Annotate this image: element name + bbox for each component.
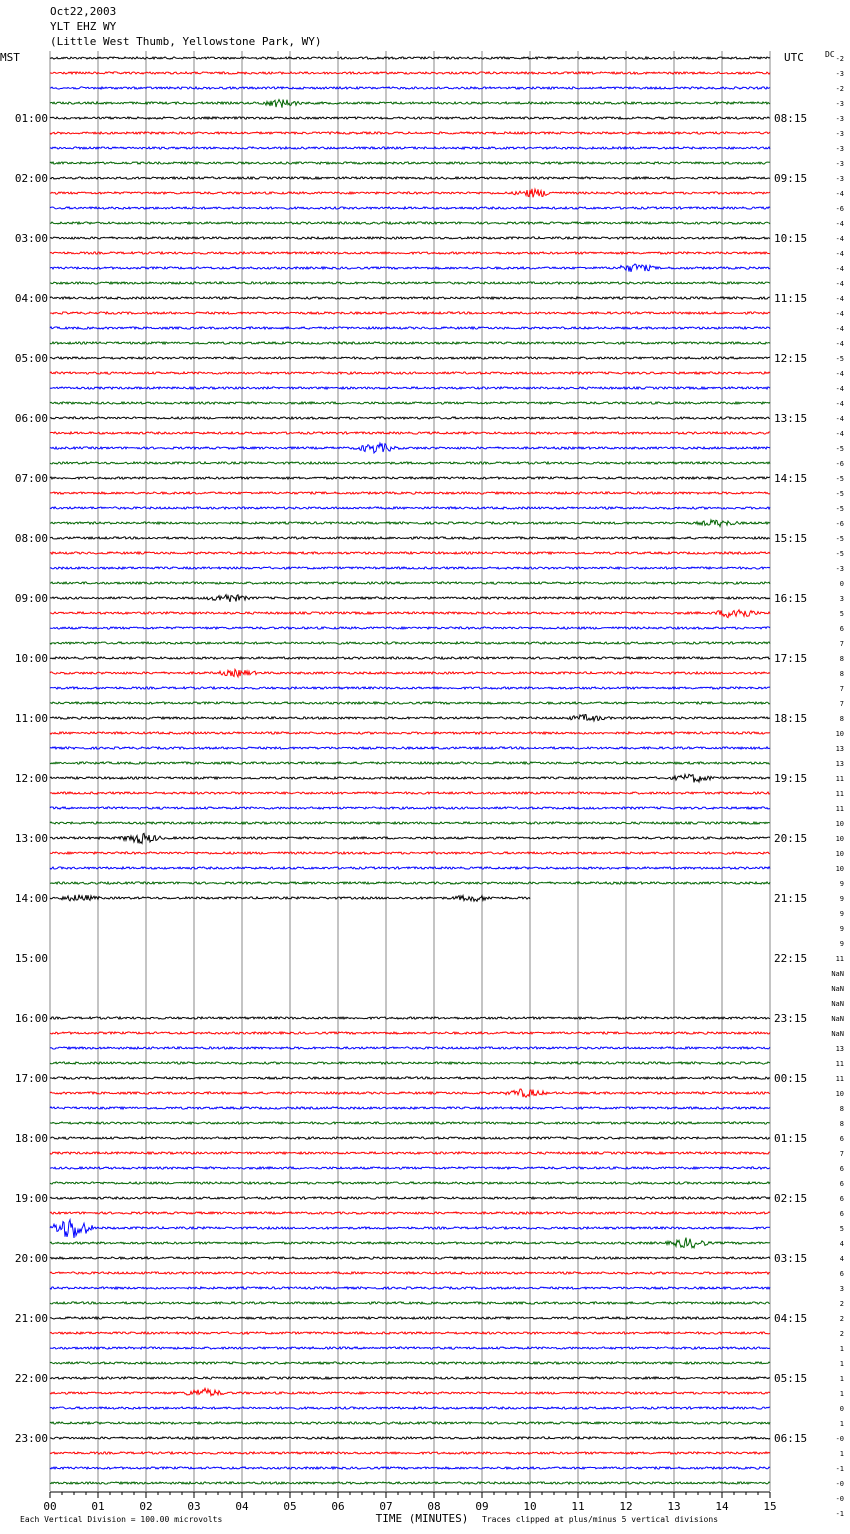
trace-line (50, 222, 770, 224)
dc-offset-label: -4 (835, 340, 844, 348)
trace-line (50, 57, 770, 59)
x-tick-label: 03 (187, 1500, 201, 1513)
dc-offset-label: 1 (839, 1450, 844, 1458)
dc-offset-label: 9 (839, 940, 844, 948)
trace-line (50, 642, 770, 644)
trace-line (50, 852, 770, 854)
trace-line (50, 1017, 770, 1019)
x-tick-label: 14 (715, 1500, 729, 1513)
dc-offset-label: 10 (835, 865, 844, 873)
trace-line (50, 507, 770, 509)
dc-offset-label: -1 (835, 1465, 844, 1473)
trace-line (50, 715, 770, 721)
trace-line (50, 822, 770, 824)
x-tick-label: 02 (139, 1500, 153, 1513)
left-hour-label: 12:00 (14, 772, 48, 785)
dc-offset-label: 10 (835, 730, 844, 738)
trace-line (50, 1482, 770, 1484)
dc-offset-label: 13 (835, 1045, 844, 1053)
trace-line (50, 732, 770, 734)
dc-offset-label: -2 (835, 85, 844, 93)
dc-offset-label: 11 (835, 805, 844, 813)
dc-offset-label: NaN (831, 1015, 844, 1023)
trace-line (50, 1332, 770, 1334)
trace-line (50, 595, 770, 602)
dc-offset-label: 6 (839, 1270, 844, 1278)
trace-line (50, 342, 770, 344)
trace-line (50, 1257, 770, 1259)
trace-line (50, 1377, 770, 1379)
dc-offset-label: 1 (839, 1375, 844, 1383)
trace-line (50, 687, 770, 689)
trace-line (50, 1362, 770, 1364)
trace-line (50, 432, 770, 434)
dc-offset-label: 11 (835, 955, 844, 963)
trace-line (50, 774, 770, 782)
trace-line (50, 189, 770, 198)
trace-line (50, 462, 770, 464)
dc-offset-label: -5 (835, 550, 844, 558)
trace-line (50, 477, 770, 479)
dc-offset-label: 0 (839, 1405, 844, 1413)
dc-offset-label: 9 (839, 880, 844, 888)
dc-offset-label: -4 (835, 310, 844, 318)
dc-offset-label: 8 (839, 670, 844, 678)
dc-offset-label: -6 (835, 205, 844, 213)
dc-offset-label: -0 (835, 1480, 844, 1488)
dc-offset-label: -3 (835, 130, 844, 138)
date-label: Oct22,2003 (50, 5, 117, 18)
trace-line (50, 117, 770, 119)
left-hour-label: 03:00 (14, 232, 48, 245)
trace-line (50, 552, 770, 554)
trace-line (50, 492, 770, 494)
trace-line (50, 627, 770, 629)
dc-offset-label: 6 (839, 1135, 844, 1143)
dc-offset-label: -1 (835, 1510, 844, 1518)
dc-offset-label: -5 (835, 505, 844, 513)
dc-offset-label: 1 (839, 1360, 844, 1368)
trace-line (50, 1182, 770, 1184)
trace-line (50, 72, 770, 74)
right-hour-label: 01:15 (774, 1132, 808, 1145)
left-hour-label: 13:00 (14, 832, 48, 845)
dc-offset-label: 2 (839, 1300, 844, 1308)
dc-offset-label: 5 (839, 1225, 844, 1233)
trace-line (50, 327, 770, 329)
dc-offset-label: -0 (835, 1495, 844, 1503)
left-hour-label: 18:00 (14, 1132, 48, 1145)
trace-line (50, 1407, 770, 1409)
dc-offset-label: -5 (835, 535, 844, 543)
right-hour-label: 17:15 (774, 652, 808, 665)
dc-offset-label: 8 (839, 655, 844, 663)
dc-offset-label: -4 (835, 250, 844, 258)
dc-offset-label: NaN (831, 1030, 844, 1038)
trace-line (50, 1317, 770, 1319)
footer-scale-note: Each Vertical Division = 100.00 microvolts (20, 1515, 223, 1524)
dc-offset-label: 6 (839, 1180, 844, 1188)
trace-line (50, 1047, 770, 1049)
dc-offset-label: 7 (839, 685, 844, 693)
dc-offset-label: NaN (831, 970, 844, 978)
trace-line (50, 537, 770, 539)
right-hour-label: 05:15 (774, 1372, 808, 1385)
trace-line (50, 1089, 770, 1097)
trace-line (50, 1167, 770, 1169)
trace-line (50, 610, 770, 618)
left-hour-label: 06:00 (14, 412, 48, 425)
trace-line (50, 833, 770, 843)
location-label: (Little West Thumb, Yellowstone Park, WY) (50, 35, 322, 48)
trace-line (50, 1122, 770, 1124)
left-hour-label: 21:00 (14, 1312, 48, 1325)
dc-offset-label: 7 (839, 1150, 844, 1158)
dc-offset-label: 6 (839, 1165, 844, 1173)
dc-offset-label: 7 (839, 640, 844, 648)
trace-line (50, 1452, 770, 1454)
left-hour-label: 19:00 (14, 1192, 48, 1205)
right-hour-label: 03:15 (774, 1252, 808, 1265)
dc-offset-label: 13 (835, 745, 844, 753)
dc-offset-label: -5 (835, 445, 844, 453)
right-hour-label: 20:15 (774, 832, 808, 845)
dc-offset-label: -3 (835, 175, 844, 183)
right-hour-label: 23:15 (774, 1012, 808, 1025)
right-hour-label: 12:15 (774, 352, 808, 365)
dc-offset-label: -4 (835, 325, 844, 333)
left-hour-label: 15:00 (14, 952, 48, 965)
dc-offset-label: -4 (835, 400, 844, 408)
trace-line (50, 297, 770, 299)
dc-offset-label: -5 (835, 475, 844, 483)
trace-line (50, 1388, 770, 1395)
right-hour-label: 00:15 (774, 1072, 808, 1085)
x-tick-label: 13 (667, 1500, 681, 1513)
x-tick-label: 00 (43, 1500, 57, 1513)
dc-offset-label: -3 (835, 115, 844, 123)
trace-line (50, 417, 770, 419)
dc-offset-label: -3 (835, 145, 844, 153)
dc-offset-label: -4 (835, 415, 844, 423)
trace-line (50, 1437, 770, 1439)
trace-line (50, 882, 770, 884)
left-hour-label: 07:00 (14, 472, 48, 485)
dc-offset-label: 8 (839, 1105, 844, 1113)
trace-line (50, 372, 770, 374)
right-hour-label: 10:15 (774, 232, 808, 245)
dc-offset-label: -4 (835, 280, 844, 288)
right-hour-label: 19:15 (774, 772, 808, 785)
trace-line (50, 87, 770, 89)
right-hour-label: 06:15 (774, 1432, 808, 1445)
dc-offset-label: -4 (835, 295, 844, 303)
right-hour-label: 08:15 (774, 112, 808, 125)
trace-line (50, 1107, 770, 1109)
x-tick-label: 10 (523, 1500, 537, 1513)
x-tick-label: 08 (427, 1500, 441, 1513)
right-hour-label: 02:15 (774, 1192, 808, 1205)
dc-offset-label: 10 (835, 820, 844, 828)
trace-line (50, 264, 770, 272)
dc-offset-label: 1 (839, 1345, 844, 1353)
dc-offset-label: 10 (835, 835, 844, 843)
left-hour-label: 02:00 (14, 172, 48, 185)
dc-offset-label: -3 (835, 565, 844, 573)
x-tick-label: 09 (475, 1500, 489, 1513)
dc-offset-label: 13 (835, 760, 844, 768)
dc-offset-label: 1 (839, 1420, 844, 1428)
trace-line (50, 1197, 770, 1199)
left-timezone-label: MST (0, 51, 20, 64)
dc-offset-label: -0 (835, 1435, 844, 1443)
trace-line (50, 100, 770, 108)
trace-line (50, 762, 770, 764)
trace-line (50, 357, 770, 359)
dc-offset-label: 5 (839, 610, 844, 618)
dc-offset-label: 2 (839, 1315, 844, 1323)
left-hour-label: 22:00 (14, 1372, 48, 1385)
trace-line (50, 237, 770, 239)
trace-line (50, 807, 770, 809)
left-hour-label: 04:00 (14, 292, 48, 305)
left-hour-label: 23:00 (14, 1432, 48, 1445)
x-tick-label: 12 (619, 1500, 633, 1513)
right-timezone-label: UTC (784, 51, 804, 64)
dc-offset-label: -3 (835, 160, 844, 168)
trace-line (50, 1032, 770, 1034)
dc-offset-label: 2 (839, 1330, 844, 1338)
right-hour-label: 14:15 (774, 472, 808, 485)
trace-line (50, 312, 770, 314)
right-hour-label: 15:15 (774, 532, 808, 545)
dc-offset-label: -4 (835, 190, 844, 198)
dc-offset-label: 11 (835, 790, 844, 798)
dc-offset-label: -4 (835, 235, 844, 243)
dc-offset-label: 6 (839, 1195, 844, 1203)
dc-offset-label: 4 (839, 1255, 844, 1263)
dc-offset-label: 10 (835, 850, 844, 858)
trace-line (50, 387, 770, 389)
trace-line (50, 1220, 770, 1238)
left-hour-label: 10:00 (14, 652, 48, 665)
trace-line (50, 1467, 770, 1469)
trace-line (50, 1238, 770, 1248)
trace-line (50, 252, 770, 254)
left-hour-label: 01:00 (14, 112, 48, 125)
right-hour-label: 16:15 (774, 592, 808, 605)
trace-line (50, 132, 770, 134)
trace-line (50, 177, 770, 179)
x-tick-label: 11 (571, 1500, 585, 1513)
dc-offset-label: -5 (835, 490, 844, 498)
dc-offset-label: 3 (839, 1285, 844, 1293)
dc-offset-label: 0 (839, 580, 844, 588)
dc-offset-label: -6 (835, 520, 844, 528)
dc-offset-label: 8 (839, 1120, 844, 1128)
dc-offset-label: 4 (839, 1240, 844, 1248)
trace-line (50, 792, 770, 794)
dc-offset-label: -4 (835, 430, 844, 438)
trace-line (50, 162, 770, 164)
left-hour-label: 05:00 (14, 352, 48, 365)
dc-offset-label: -4 (835, 220, 844, 228)
trace-line (50, 1152, 770, 1154)
trace-line (50, 1137, 770, 1139)
trace-line (50, 1077, 770, 1079)
trace-line (50, 1422, 770, 1424)
left-hour-label: 11:00 (14, 712, 48, 725)
trace-line (50, 1062, 770, 1064)
dc-offset-label: 11 (835, 775, 844, 783)
dc-offset-label: 8 (839, 715, 844, 723)
left-hour-label: 20:00 (14, 1252, 48, 1265)
trace-line (50, 657, 770, 659)
left-hour-label: 14:00 (14, 892, 48, 905)
dc-offset-label: 6 (839, 625, 844, 633)
trace-line (50, 747, 770, 749)
trace-line (50, 520, 770, 527)
dc-offset-label: 7 (839, 700, 844, 708)
dc-offset-label: 9 (839, 925, 844, 933)
trace-line (50, 282, 770, 284)
dc-offset-label: -2 (835, 55, 844, 63)
right-hour-label: 22:15 (774, 952, 808, 965)
trace-line (50, 867, 770, 869)
dc-offset-label: 1 (839, 1390, 844, 1398)
dc-offset-label: -3 (835, 70, 844, 78)
trace-line (50, 147, 770, 149)
trace-line (50, 402, 770, 404)
trace-line (50, 1212, 770, 1214)
x-tick-label: 04 (235, 1500, 249, 1513)
trace-line (50, 1272, 770, 1274)
trace-line (50, 669, 770, 676)
dc-offset-label: 10 (835, 1090, 844, 1098)
x-tick-label: 05 (283, 1500, 297, 1513)
x-axis-label: TIME (MINUTES) (375, 1512, 469, 1525)
footer-clip-note: Traces clipped at plus/minus 5 vertical divisions (482, 1515, 719, 1524)
trace-line (50, 1287, 770, 1289)
dc-offset-label: -5 (835, 355, 844, 363)
dc-offset-label: 9 (839, 910, 844, 918)
dc-offset-label: 11 (835, 1060, 844, 1068)
dc-offset-label: 6 (839, 1210, 844, 1218)
dc-offset-label: NaN (831, 985, 844, 993)
right-hour-label: 18:15 (774, 712, 808, 725)
x-tick-label: 06 (331, 1500, 345, 1513)
trace-line (50, 567, 770, 569)
dc-offset-label: 9 (839, 895, 844, 903)
right-hour-label: 11:15 (774, 292, 808, 305)
x-tick-label: 01 (91, 1500, 105, 1513)
station-label: YLT EHZ WY (50, 20, 117, 33)
left-hour-label: 17:00 (14, 1072, 48, 1085)
trace-line (50, 702, 770, 704)
x-tick-label: 07 (379, 1500, 393, 1513)
dc-offset-label: -6 (835, 460, 844, 468)
dc-offset-label: -4 (835, 385, 844, 393)
right-hour-label: 04:15 (774, 1312, 808, 1325)
dc-offset-label: -3 (835, 100, 844, 108)
dc-label: DC (825, 50, 835, 59)
trace-line (50, 582, 770, 584)
dc-offset-label: -4 (835, 265, 844, 273)
left-hour-label: 09:00 (14, 592, 48, 605)
right-hour-label: 21:15 (774, 892, 808, 905)
dc-offset-label: -4 (835, 370, 844, 378)
x-tick-label: 15 (763, 1500, 777, 1513)
trace-line (50, 443, 770, 453)
trace-line (50, 1302, 770, 1304)
dc-offset-label: NaN (831, 1000, 844, 1008)
dc-offset-label: 11 (835, 1075, 844, 1083)
right-hour-label: 13:15 (774, 412, 808, 425)
left-hour-label: 16:00 (14, 1012, 48, 1025)
trace-line (50, 207, 770, 209)
left-hour-label: 08:00 (14, 532, 48, 545)
right-hour-label: 09:15 (774, 172, 808, 185)
trace-line (50, 1347, 770, 1349)
dc-offset-label: 3 (839, 595, 844, 603)
